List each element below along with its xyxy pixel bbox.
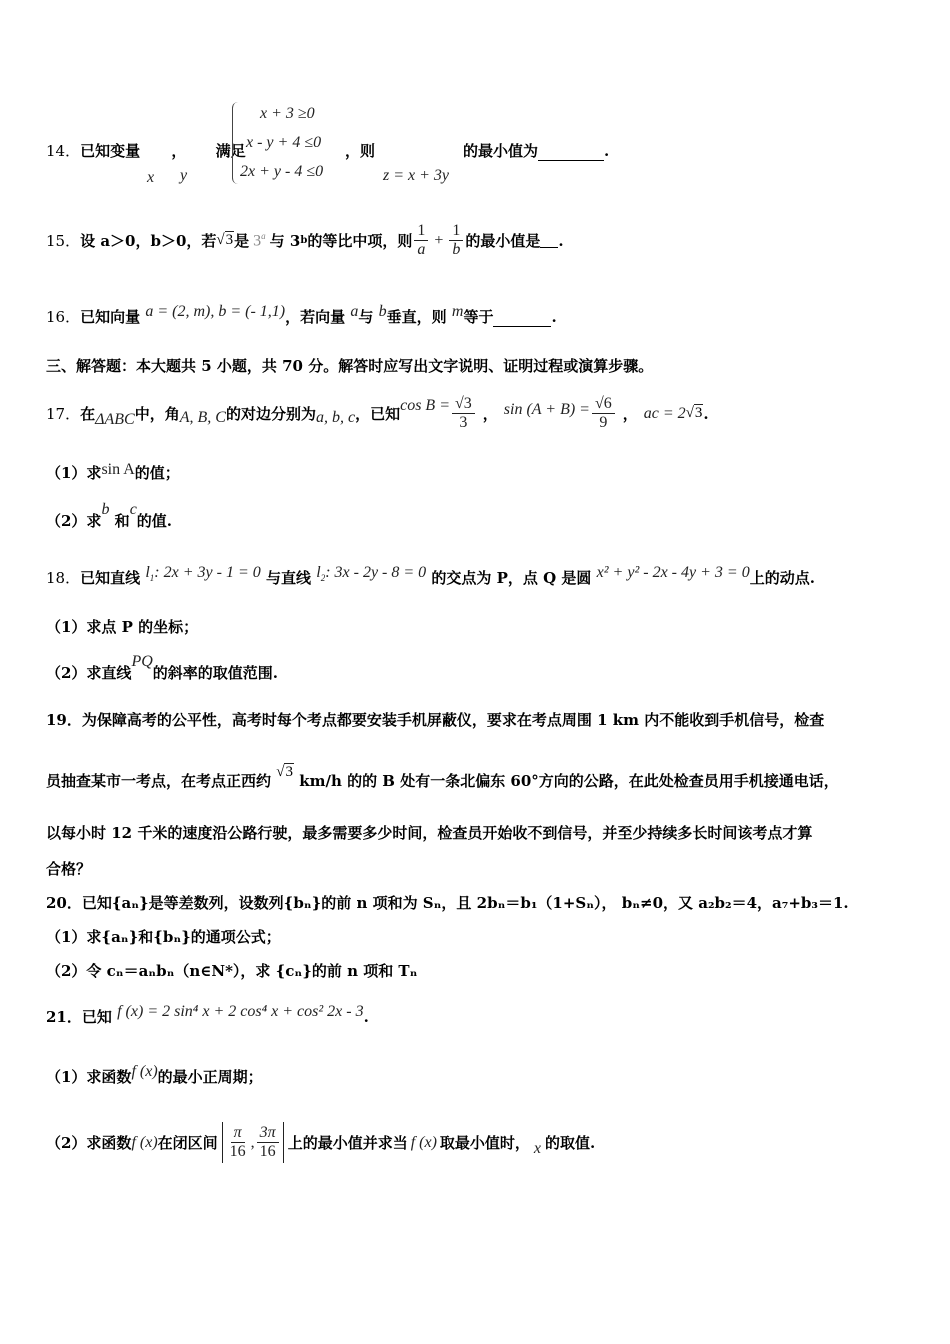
question-20: 20．已知{aₙ}是等差数列，设数列{bₙ}的前 n 项和为 Sₙ，且 2bₙ＝b₁（1+Sₙ）， bₙ≠0，又 a₂b₂＝4，a₇+b₃＝1. bbox=[46, 894, 849, 912]
section-3-heading: 三、解答题：本大题共 5 小题，共 70 分。解答时应写出文字说明、证明过程或演算步骤。 bbox=[46, 357, 654, 375]
question-19-line-3: 以每小时 12 千米的速度沿公路行驶，最多需要多少时间，检查员开始收不到信号，并至少持续多长时间该考点才算 bbox=[46, 824, 813, 842]
q14-constraint-2: x - y + 4 ≤0 bbox=[246, 134, 322, 151]
q20-part-2: （2）令 cₙ＝aₙbₙ（n∈N*），求 {cₙ}的前 n 项和 Tₙ bbox=[46, 962, 418, 980]
q15-fraction-1a: $\frac{1}{a}$ bbox=[414, 222, 428, 259]
q21-part-1: （1）求函数f (x)的最小正周期； bbox=[46, 1063, 263, 1086]
q17-sin-fraction: $\frac{√6}{9}$ bbox=[592, 395, 615, 432]
q20-part-1: （1）求{aₙ}和{bₙ}的通项公式； bbox=[46, 928, 281, 946]
question-18: 18．已知直线 $l_1$: 2x + 3y - 1 = 0 与直线 $l_2$: 3x - 2y - 8 = 0 的交点为 P，点 Q 是圆 x² + y² - 2x - 4y + 3 = 0上的动点. bbox=[46, 564, 815, 587]
question-19-line-4: 合格？ bbox=[46, 860, 92, 878]
q21-part-2: （2）求函数 f (x) 在闭区间 $\frac{\pi}{16}$ , $\frac{3\pi}{16}$ 上的最小值并求当 f (x) 取最小值时， x 的取值. bbox=[46, 1122, 595, 1163]
question-16: 16．已知向量 a = (2, m), b = (- 1,1)，若向量 a与 b垂直，则 m等于 . bbox=[46, 303, 557, 326]
q14-number: 14． bbox=[46, 142, 81, 160]
q14-var-x: x bbox=[147, 169, 155, 186]
q14-answer-blank bbox=[538, 146, 604, 161]
q14-constraint-3: 2x + y - 4 ≤0 bbox=[240, 163, 324, 180]
question-19-line-2: 员抽查某市一考点，在考点正西约 √3 km/h 的的 B 处有一条北偏东 60°方向的公路，在此处检查员用手机接通电话， bbox=[46, 764, 839, 790]
question-15: 15． 设 a＞0，b＞0，若 √3 是 3$^a$ 与 3 b 的等比中项，则 $\frac{1}{a}$ + $\frac{1}{b}$ 的最小值是 . bbox=[46, 222, 564, 258]
q18-circle: x² + y² - 2x - 4y + 3 = 0 bbox=[596, 564, 750, 581]
q16-vectors: a = (2, m), b = (- 1,1) bbox=[145, 303, 286, 320]
q21-function: f (x) = 2 sin⁴ x + 2 cos⁴ x + cos² 2x - 3 bbox=[117, 1003, 364, 1020]
q18-part-2: （2）求直线PQ的斜率的取值范围. bbox=[46, 653, 279, 682]
q17-part-1: （1）求sin A的值； bbox=[46, 461, 180, 482]
q21-interval: $\frac{\pi}{16}$ , $\frac{3\pi}{16}$ bbox=[222, 1122, 284, 1163]
q15-fraction-1b: $\frac{1}{b}$ bbox=[449, 222, 463, 259]
question-17: 17． 在 ΔABC 中，角 A, B, C 的对边分别为 a, b, c ，已知 cos B = $\frac{√3}{3}$ ， sin (A + B) = $\frac{√6}{9}$ ， ac = 2 √3 . bbox=[46, 395, 709, 431]
q15-sqrt3: √3 bbox=[216, 232, 234, 248]
question-21: 21．已知 f (x) = 2 sin⁴ x + 2 cos⁴ x + cos² 2x - 3. bbox=[46, 1003, 369, 1026]
q18-part-1: （1）求点 P 的坐标； bbox=[46, 618, 199, 636]
q14-constraint-1: x + 3 ≥0 bbox=[260, 105, 315, 122]
q17-cos-fraction: $\frac{√3}{3}$ bbox=[452, 395, 475, 432]
q15-answer-blank bbox=[540, 233, 558, 248]
question-19-line-1: 19．为保障高考的公平性，高考时每个考点都要安装手机屏蔽仪，要求在考点周围 1 km 内不能收到手机信号，检查 bbox=[46, 711, 825, 729]
question-14: 14．已知变量 ， 满足 bbox=[46, 142, 246, 160]
q14-objective: z = x + 3y bbox=[383, 167, 450, 184]
q14-then: ，则 bbox=[345, 142, 376, 160]
q14-var-y: y bbox=[180, 167, 188, 184]
q17-part-2: （2）求b 和c的值. bbox=[46, 501, 173, 530]
q16-answer-blank bbox=[493, 312, 551, 327]
q14-ask: 的最小值为 . bbox=[463, 142, 610, 160]
